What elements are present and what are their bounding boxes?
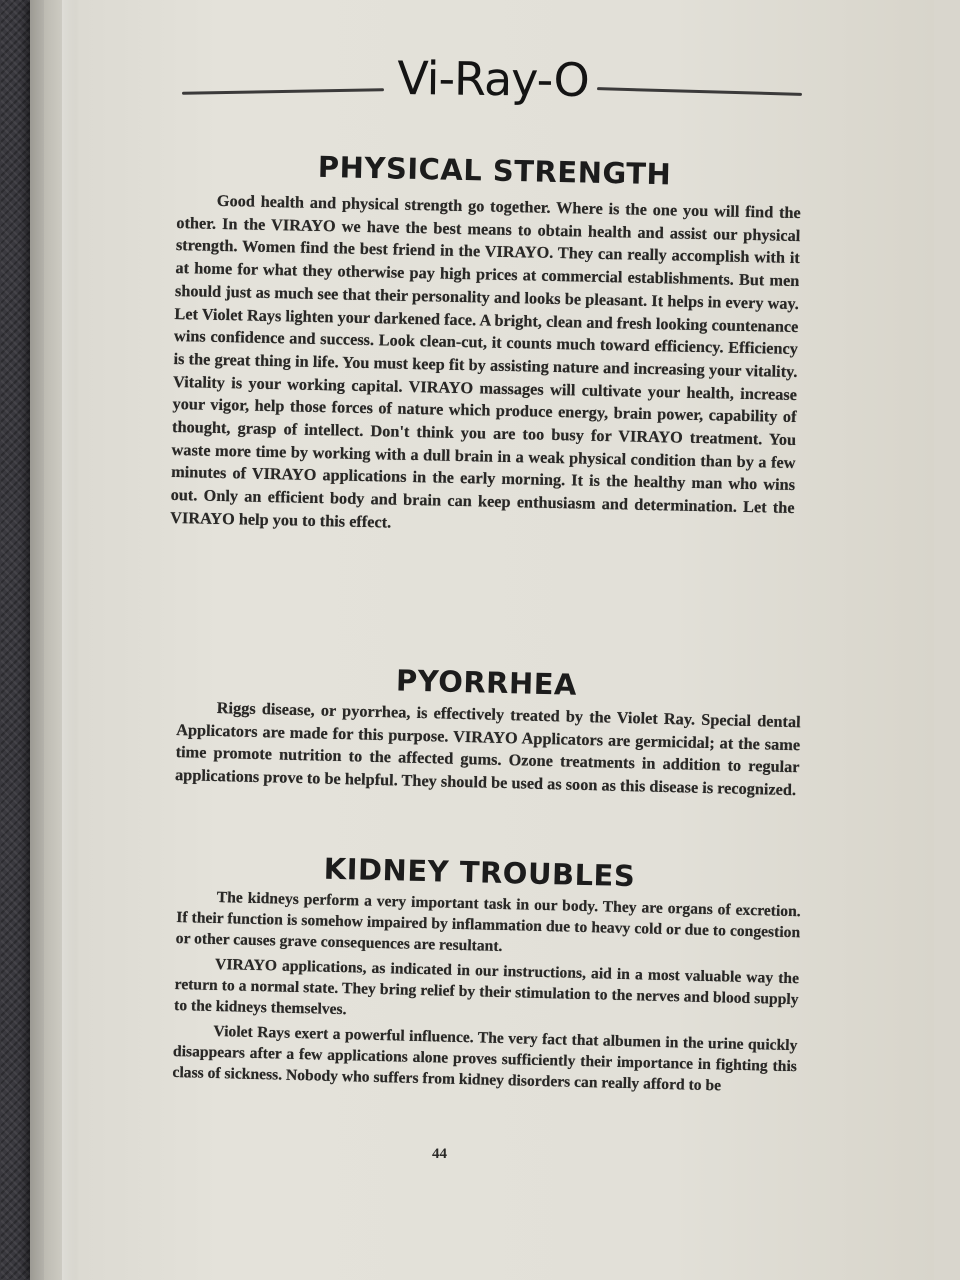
page-number: 44 xyxy=(432,1146,447,1162)
header-rule-left xyxy=(182,88,384,95)
header-rule-right xyxy=(597,87,802,96)
section-paragraph: Violet Rays exert a powerful influence. The very fact that albumen in the urine quickly disappears after a few applications alone proves sufficiently their importance in fighting this class of sickness. Nobody who suffers from kidney disorders can really afford to be xyxy=(172,1022,798,1095)
section-paragraph: The kidneys perform a very important task in our body. They are organs of excretion. If their function is somehow impaired by inflammation due to heavy cold or due to congestion or other causes grave consequences are resultant. xyxy=(175,888,801,955)
page-header xyxy=(182,52,802,122)
section-heading: PHYSICAL STRENGTH xyxy=(317,149,672,192)
section-paragraph: VIRAYO applications, as indicated in our instructions, aid in a most valuable way the return to a normal state. They bring relief by their stimulation to the nerves and blood supply to the kidneys themselves. xyxy=(173,955,800,1019)
section-paragraph: Good health and physical strength go together. Where is the one you will find the other. In the VIRAYO we have the best means to obtain health and assist our physical strength. Women find the best friend in the VIRAYO. They can really accomplish with it at home for what they otherwise pay high prices at commercial establishments. But men should just as much see that their personality and looks be pleasant. It helps in every way. Let Violet Rays lighten your darkened face. A bright, clean and fresh looking countenance wins confidence and success. Look clean-cut, it counts much toward efficiency. Efficiency is the great thing in life. You must keep fit by assisting nature and increasing your vitality. Vitality is your working capital. VIRAYO massages will cultivate your health, increase your vigor, help those forces of nature which produce energy, brain power, capability of thought, grasp of intellect. Don't think you are too busy for VIRAYO treatment. You waste more time by working with a dull brain in a weak physical condition than by a few minutes of VIRAYO applications in the early morning. It is the healthy man who wins out. Only an efficient body and brain can keep enthusiasm and determination. Let the VIRAYO help you to this effect. xyxy=(170,190,801,532)
section-paragraph: Riggs disease, or pyorrhea, is effectively treated by the Violet Ray. Special dental Applicators are made for this purpose. VIRAYO Applicators are germicidal; at the same time promote nutrition to the affected gums. Ozone treatments in addition to regular applications prove to be helpful. They should be used as soon as this disease is recognized. xyxy=(174,697,801,800)
section-heading: PYORRHEA xyxy=(395,663,578,702)
section-kidney-troubles xyxy=(172,848,802,1098)
page-edge-highlight xyxy=(62,0,76,1280)
section-heading: KIDNEY TROUBLES xyxy=(323,851,636,894)
section-pyorrhea xyxy=(175,658,802,802)
section-physical-strength xyxy=(170,147,802,543)
virayo-logo: Vi-Ray-O xyxy=(396,50,590,108)
